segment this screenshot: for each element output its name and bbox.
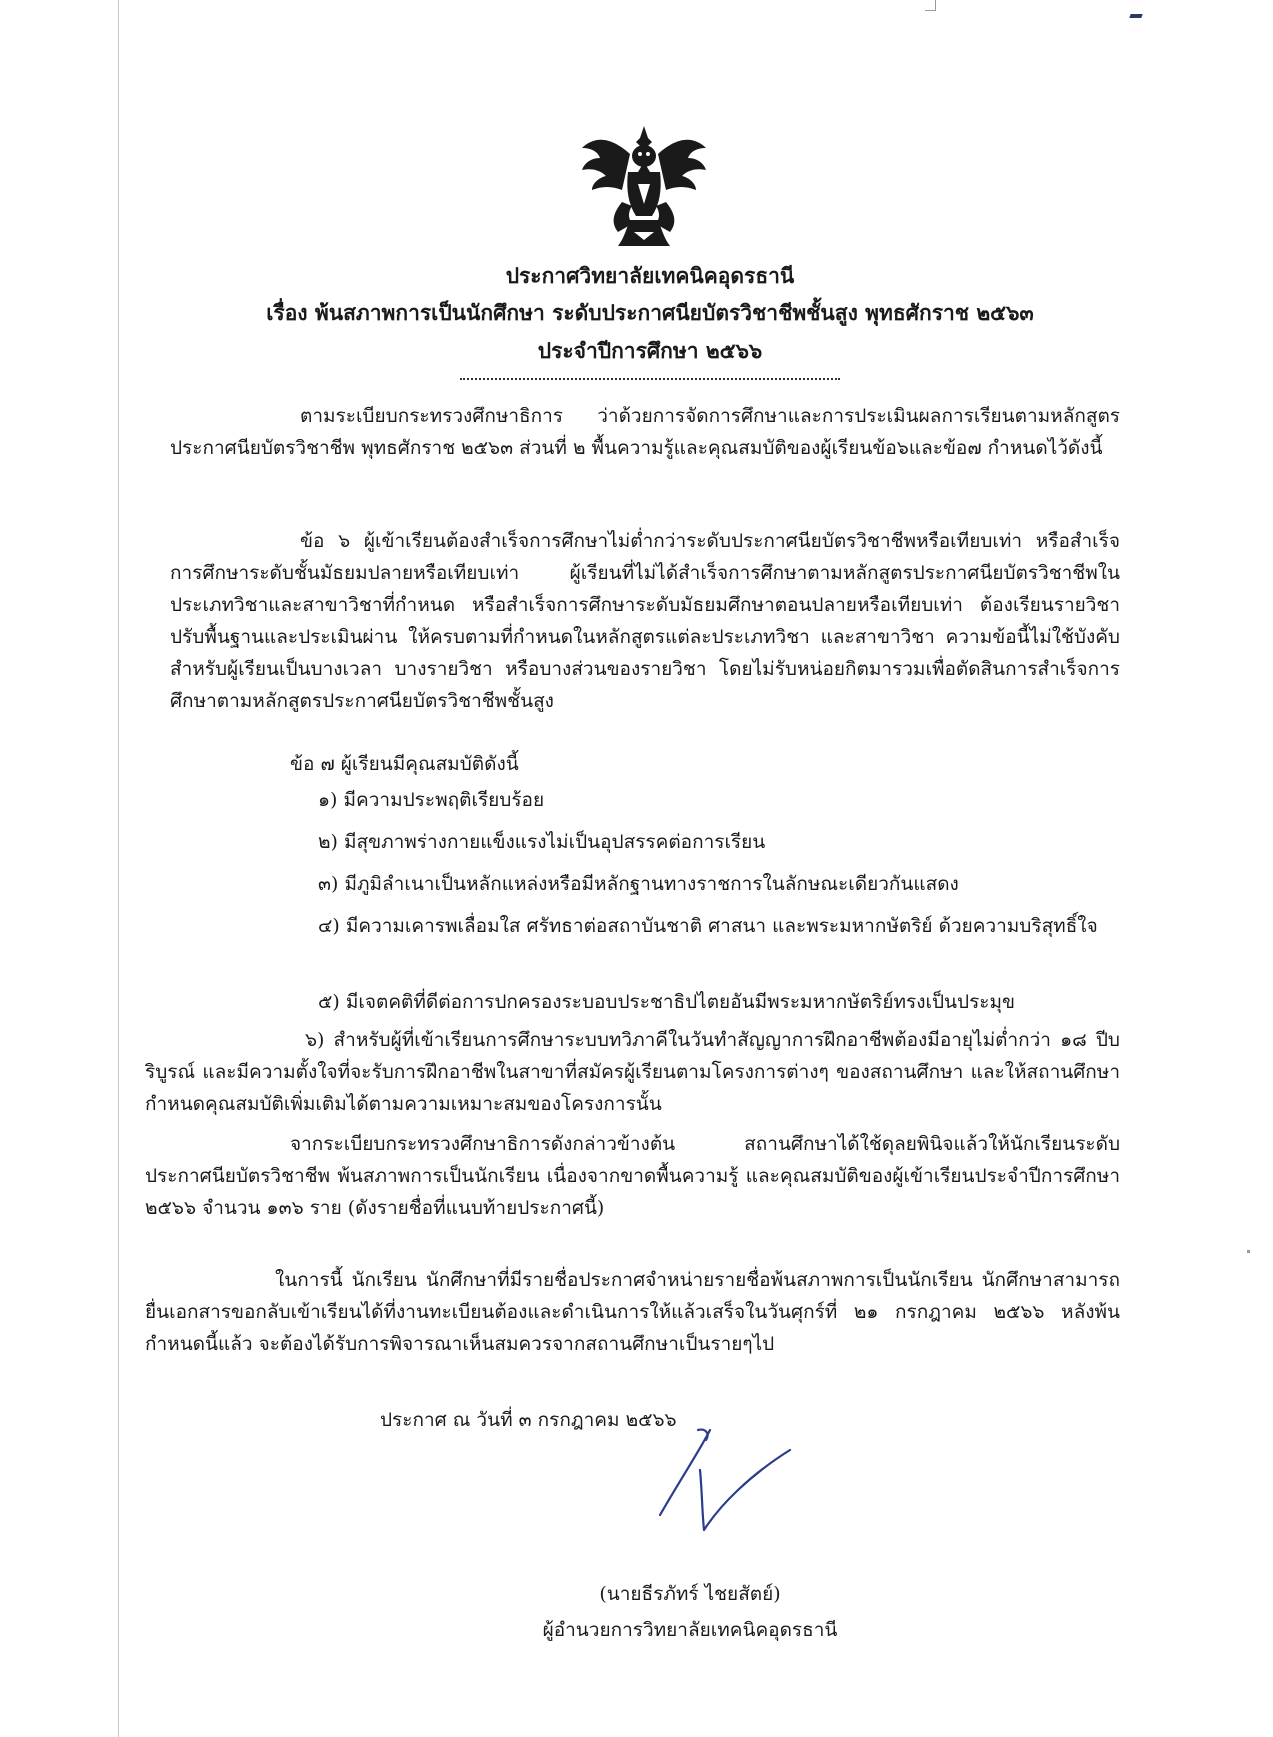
paragraph-appeal: ในการนี้ นักเรียน นักศึกษาที่มีรายชื่อประกาศจำหน่ายรายชื่อพ้นสภาพการเป็นนักเรียน นักศึกษาสามารถยื่นเอกสารขอกลับเข้าเรียนได้ที่งานทะเบียนต้องและดำเนินการให้แล้วเสร็จในวันศุกร์ที่ ๒๑ กรกฎาคม ๒๕๖๖ หลังพ้นกำหนดนี้แล้ว จะต้องได้รับการพิจารณาเห็นสมควรจากสถานศึกษาเป็นรายๆไป: [145, 1269, 1120, 1355]
paragraph-regulation-intro: ตามระเบียบกระทรวงศึกษาธิการ ว่าด้วยการจัดการศึกษาและการประเมินผลการเรียนตามหลักสูตรประกาศนียบัตรวิชาชีพ พุทธศักราช ๒๕๖๓ ส่วนที่ ๒ พื้นความรู้และคุณสมบัติของผู้เรียนข้อ๖และข้อ๗ กำหนดไว้ดังนี้: [170, 405, 1120, 459]
announcement-title: ประกาศวิทยาลัยเทคนิคอุดรธานี: [505, 263, 795, 288]
garuda-emblem-icon: [578, 124, 710, 250]
paragraph-decision: จากระเบียบกระทรวงศึกษาธิการดังกล่าวข้างต้น สถานศึกษาได้ใช้ดุลยพินิจแล้วให้นักเรียนระดับประกาศนียบัตรวิชาชีพ พ้นสภาพการเป็นนักเรียน เนื่องจากขาดพื้นความรู้ และคุณสมบัติของผู้เข้าเรียนประจำปีการศึกษา ๒๕๖๖ จำนวน ๑๓๖ ราย (ดังรายชื่อที่แนบท้ายประกาศนี้): [145, 1133, 1120, 1219]
dotted-divider: [460, 378, 840, 380]
signer-name: (นายธีรภัทร์ ไชยสัตย์): [599, 1583, 781, 1605]
qualification-item-4: ๔) มีความเคารพเลื่อมใส ศรัทธาต่อสถาบันชาติ ศาสนา และพระมหากษัตริย์ ด้วยความบริสุทธิ์ใจ: [318, 915, 1098, 937]
qualification-item-2: ๒) มีสุขภาพร่างกายแข็งแรงไม่เป็นอุปสรรคต่อการเรียน: [318, 831, 766, 853]
scan-dust: [1247, 1250, 1250, 1253]
signer-position: ผู้อำนวยการวิทยาลัยเทคนิคอุดรธานี: [542, 1619, 838, 1641]
announcement-date: ประกาศ ณ วันที่ ๓ กรกฎาคม ๒๕๖๖: [380, 1409, 677, 1431]
qualification-item-5: ๕) มีเจตคติที่ดีต่อการปกครองระบอบประชาธิปไตยอันมีพระมหากษัตริย์ทรงเป็นประมุข: [318, 991, 1016, 1013]
scan-mark-corner: [1129, 14, 1142, 18]
paragraph-clause-6: ข้อ ๖ ผู้เข้าเรียนต้องสำเร็จการศึกษาไม่ต่ำกว่าระดับประกาศนียบัตรวิชาชีพหรือเทียบเท่า หรือสำเร็จการศึกษาระดับชั้นมัธยมปลายหรือเทียบเท่า ผู้เรียนที่ไม่ได้สำเร็จการศึกษาตามหลักสูตรประกาศนียบัตรวิชาชีพในประเภทวิชาและสาขาวิชาที่กำหนด หรือสำเร็จการศึกษาระดับมัธยมศึกษาตอนปลายหรือเทียบเท่า ต้องเรียนรายวิชาปรับพื้นฐานและประเมินผ่าน ให้ครบตามที่กำหนดในหลักสูตรแต่ละประเภทวิชา และสาขาวิชา ความข้อนี้ไม่ใช้บังคับสำหรับผู้เรียนเป็นบางเวลา บางรายวิชา หรือบางส่วนของรายวิชา โดยไม่รับหน่อยกิตมารวมเพื่อตัดสินการสำเร็จการศึกษาตามหลักสูตรประกาศนียบัตรวิชาชีพชั้นสูง: [170, 530, 1120, 712]
qualification-item-3: ๓) มีภูมิลำเนาเป็นหลักแหล่งหรือมีหลักฐานทางราชการในลักษณะเดียวกันแสดง: [318, 873, 959, 895]
announcement-subject: เรื่อง พ้นสภาพการเป็นนักศึกษา ระดับประกาศนียบัตรวิชาชีพชั้นสูง พุทธศักราช ๒๕๖๓: [266, 300, 1034, 325]
qualification-item-6: ๖) สำหรับผู้ที่เข้าเรียนการศึกษาระบบทวิภาคีในวันทำสัญญาการฝึกอาชีพต้องมีอายุไม่ต่ำกว่า ๑๘ ปีบริบูรณ์ และมีความตั้งใจที่จะรับการฝึกอาชีพในสาขาที่สมัครผู้เรียนตามโครงการต่างๆ ของสถานศึกษา และให้สถานศึกษากำหนดคุณสมบัติเพิ่มเติมได้ตามความเหมาะสมของโครงการนั้น: [145, 1029, 1120, 1115]
qualification-item-1: ๑) มีความประพฤติเรียบร้อย: [318, 789, 545, 811]
paragraph-clause-7: ข้อ ๗ ผู้เรียนมีคุณสมบัติดังนี้: [290, 753, 519, 775]
signature-icon: [640, 1410, 800, 1540]
scan-edge-line: [118, 0, 119, 1737]
academic-year: ประจำปีการศึกษา ๒๕๖๖: [537, 338, 763, 363]
scan-mark: [925, 0, 936, 11]
